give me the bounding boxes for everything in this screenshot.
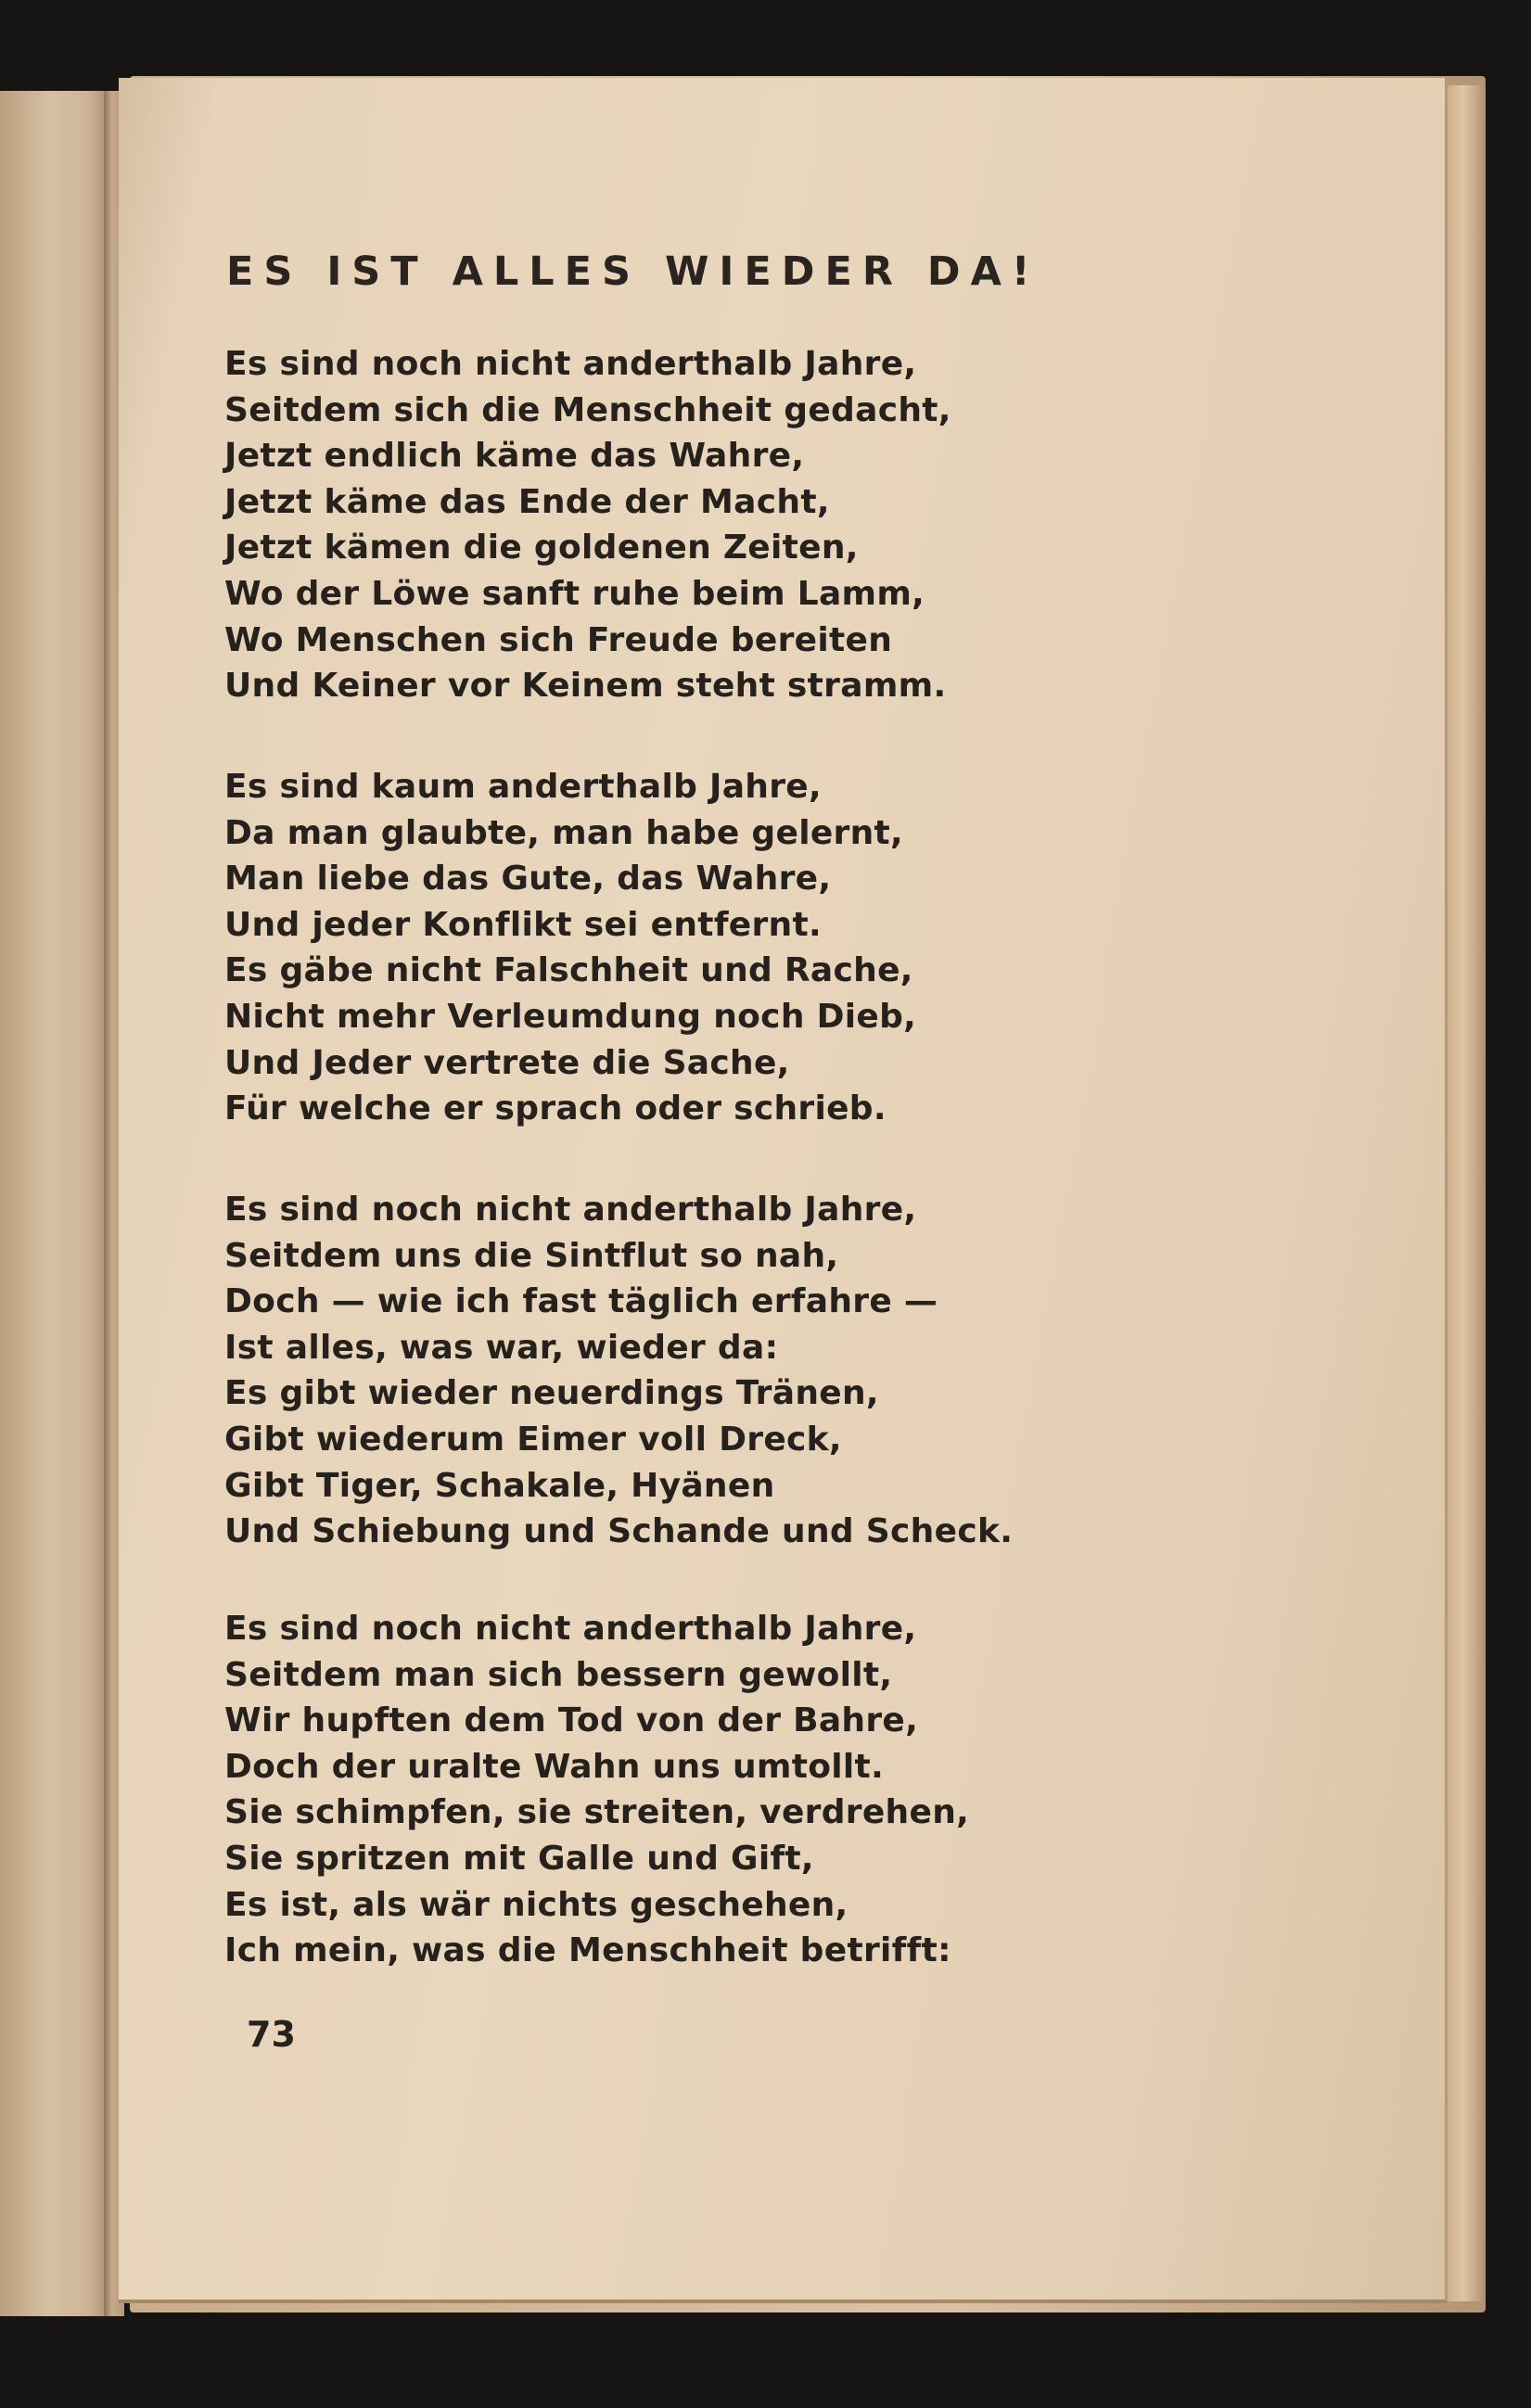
poem-line: Jetzt endlich käme das Wahre, [224,437,805,476]
poem-line: Und Jeder vertrete die Sache, [224,1043,790,1082]
poem-line: Es sind noch nicht anderthalb Jahre, [224,1191,917,1229]
poem-title: ES IST ALLES WIEDER DA! [226,248,1040,295]
poem-line: Es sind kaum anderthalb Jahre, [224,768,822,806]
poem-line: Wir hupften dem Tod von der Bahre, [224,1701,919,1740]
poem-line: Ich mein, was die Menschheit betrifft: [224,1931,951,1970]
poem-line: Doch — wie ich fast täglich erfahre — [224,1282,938,1321]
poem-line: Wo Menschen sich Freude bereiten [224,620,893,659]
stanza-3 [224,1187,1013,1555]
poem-line: Doch der uralte Wahn uns umtollt. [224,1747,885,1786]
poem-line: Und jeder Konflikt sei entfernt. [224,905,822,944]
poem-line: Es ist, als wär nichts geschehen, [224,1885,848,1924]
poem-line: Seitdem sich die Menschheit gedacht, [224,390,951,429]
page-edge [1445,85,1482,2301]
poem-line: Gibt wiederum Eimer voll Dreck, [224,1420,842,1459]
poem-line: Seitdem uns die Sintflut so nah, [224,1236,839,1275]
poem-line: Sie schimpfen, sie streiten, verdrehen, [224,1793,970,1832]
poem-line: Gibt Tiger, Schakale, Hyänen [224,1466,775,1505]
poem-line: Wo der Löwe sanft ruhe beim Lamm, [224,574,925,613]
poem-line: Es sind noch nicht anderthalb Jahre, [224,1610,917,1648]
poem-line: Jetzt kämen die goldenen Zeiten, [224,529,859,567]
page-number: 73 [247,2014,296,2055]
poem-line: Es sind noch nicht anderthalb Jahre, [224,345,917,383]
left-page-edge [0,91,111,2316]
poem-line: Nicht mehr Verleumdung noch Dieb, [224,997,917,1036]
poem-line: Seitdem man sich bessern gewollt, [224,1655,893,1694]
stanza-4 [224,1606,969,1974]
poem-line: Man liebe das Gute, das Wahre, [224,860,832,898]
poem-line: Es gäbe nicht Falschheit und Rache, [224,951,913,990]
poem-line: Jetzt käme das Ende der Macht, [224,482,830,521]
poem-line: Da man glaubte, man habe gelernt, [224,813,904,852]
poem-line: Und Schiebung und Schande und Scheck. [224,1512,1014,1551]
poem-line: Sie spritzen mit Galle und Gift, [224,1839,814,1878]
poem-line: Und Keiner vor Keinem steht stramm. [224,667,947,706]
stanza-2 [224,764,916,1132]
poem-line: Es gibt wieder neuerdings Tränen, [224,1374,879,1413]
poem-line: Ist alles, was war, wieder da: [224,1328,779,1367]
stanza-1 [224,341,951,709]
poem-line: Für welche er sprach oder schrieb. [224,1089,887,1128]
